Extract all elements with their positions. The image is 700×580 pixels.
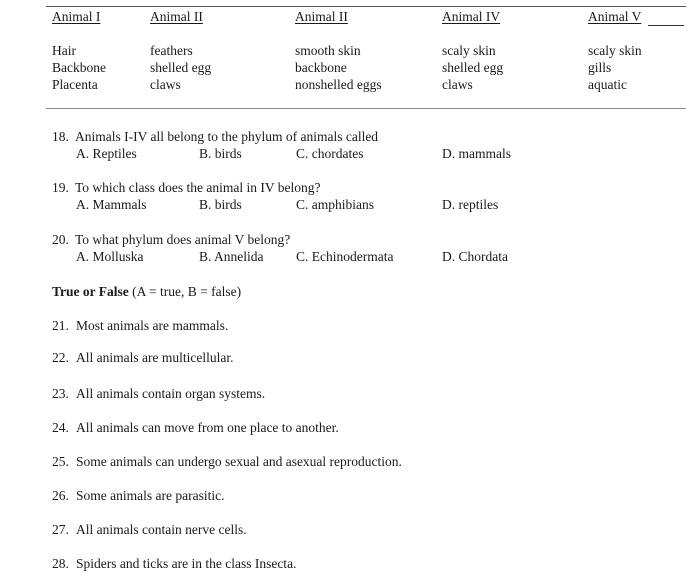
- table-cell: claws: [442, 77, 473, 92]
- option-b: B. Annelida: [199, 249, 264, 264]
- table-cell: scaly skin: [588, 43, 642, 58]
- question-text: Some animals are parasitic.: [76, 488, 225, 503]
- question-number: 26.: [52, 488, 69, 503]
- table-header-animal-2: Animal II: [150, 9, 203, 24]
- option-d: D. reptiles: [442, 197, 499, 212]
- question-number: 22.: [52, 350, 69, 365]
- question-text: All animals can move from one place to another.: [76, 420, 339, 435]
- question-text: All animals contain nerve cells.: [76, 522, 247, 537]
- question-number: 24.: [52, 420, 69, 435]
- question-text: To what phylum does animal V belong?: [75, 232, 291, 247]
- question-text: To which class does the animal in IV belong?: [75, 180, 321, 195]
- table-header-animal-1: Animal I: [52, 9, 101, 24]
- table-cell: shelled egg: [150, 60, 212, 75]
- table-column-animal-4: [442, 42, 503, 93]
- option-a: A. Mammals: [76, 197, 147, 212]
- question-text: Spiders and ticks are in the class Insecta.: [76, 556, 297, 571]
- table-cell: nonshelled eggs: [295, 77, 382, 92]
- option-a: A. Reptiles: [76, 146, 137, 161]
- table-column-animal-2: [150, 42, 211, 93]
- question-number: 28.: [52, 556, 69, 571]
- question-number: 21.: [52, 318, 69, 333]
- table-cell: claws: [150, 77, 181, 92]
- question-text: All animals contain organ systems.: [76, 386, 266, 401]
- table-cell: aquatic: [588, 77, 627, 92]
- true-false-heading-bold: True or False: [52, 284, 129, 299]
- question-text: Animals I-IV all belong to the phylum of animals called: [75, 129, 379, 144]
- table-cell: Hair: [52, 43, 76, 58]
- question-number: 18.: [52, 129, 69, 144]
- header-underline-trail: [648, 25, 684, 26]
- table-cell: scaly skin: [442, 43, 496, 58]
- option-a: A. Molluska: [76, 249, 144, 264]
- table-cell: Placenta: [52, 77, 98, 92]
- table-cell: feathers: [150, 43, 193, 58]
- true-false-heading-key: (A = true, B = false): [128, 284, 242, 299]
- true-false-heading: [52, 285, 241, 299]
- table-header-animal-3: Animal II: [295, 9, 348, 24]
- table-top-rule: [46, 6, 686, 7]
- option-c: C. amphibians: [296, 197, 374, 212]
- table-cell: shelled egg: [442, 60, 504, 75]
- table-cell: Backbone: [52, 60, 106, 75]
- question-text: Most animals are mammals.: [76, 318, 229, 333]
- question-number: 23.: [52, 386, 69, 401]
- table-cell: gills: [588, 60, 612, 75]
- table-cell: backbone: [295, 60, 347, 75]
- table-column-animal-1: [52, 42, 106, 93]
- table-column-animal-5: [588, 42, 642, 93]
- question-text: Some animals can undergo sexual and asexual reproduction.: [76, 454, 402, 469]
- question-number: 25.: [52, 454, 69, 469]
- table-cell: smooth skin: [295, 43, 361, 58]
- question-number: 20.: [52, 232, 69, 247]
- option-c: C. chordates: [296, 146, 364, 161]
- table-column-animal-3: [295, 42, 382, 93]
- option-b: B. birds: [199, 146, 242, 161]
- option-b: B. birds: [199, 197, 242, 212]
- option-d: D. Chordata: [442, 249, 508, 264]
- table-bottom-rule: [46, 108, 686, 109]
- question-number: 27.: [52, 522, 69, 537]
- table-header-animal-4: Animal IV: [442, 9, 501, 24]
- table-header-animal-5: Animal V: [588, 9, 642, 24]
- question-text: All animals are multicellular.: [76, 350, 234, 365]
- question-number: 19.: [52, 180, 69, 195]
- option-d: D. mammals: [442, 146, 511, 161]
- option-c: C. Echinodermata: [296, 249, 394, 264]
